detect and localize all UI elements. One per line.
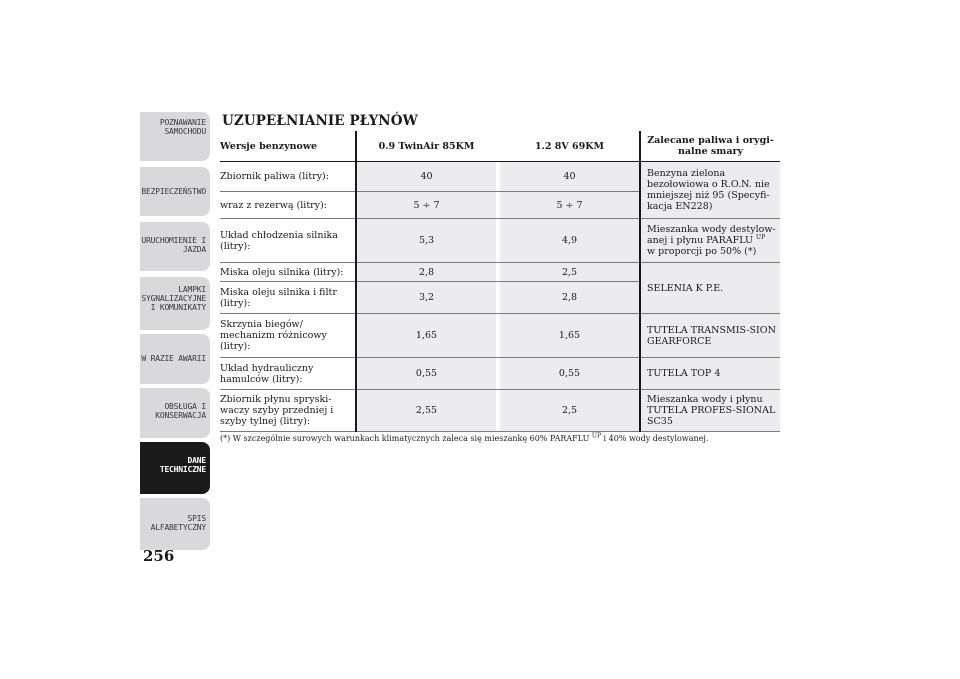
table-row [220, 358, 780, 390]
row-label: Zbiornik paliwa (litry): [220, 162, 355, 192]
header-engine-1: 0.9 TwinAir 85KM [357, 131, 496, 162]
tab-lampki-sygnalizacyjne[interactable]: LAMPKI SYGNALIZACYJNE I KOMUNIKATY [140, 277, 210, 330]
row-value-engine-2: 1,65 [500, 314, 639, 358]
tab-spis-alfabetyczny[interactable]: SPIS ALFABETYCZNY [140, 498, 210, 550]
tab-obsluga-i-konserwacja[interactable]: OBSŁUGA I KONSERWACJA [140, 388, 210, 438]
header-versions: Wersje benzynowe [220, 131, 355, 162]
fluids-table [220, 131, 780, 432]
row-value-engine-1: 1,65 [357, 314, 496, 358]
row-value-engine-1: 40 [357, 162, 496, 192]
header-recommended: Zalecane paliwa i orygi-nalne smary [641, 131, 780, 162]
recommendation-washer: Mieszanka wody i płynu TUTELA PROFES-SIONAL SC35 [641, 390, 780, 432]
row-value-engine-1: 5 ÷ 7 [357, 192, 496, 219]
page-title: UZUPEŁNIANIE PŁYNÓW [222, 113, 418, 129]
table-row [220, 314, 780, 358]
row-value-engine-2: 5 ÷ 7 [500, 192, 639, 219]
row-value-engine-1: 5,3 [357, 219, 496, 263]
row-label: Układ hydrauliczny hamulców (litry): [220, 358, 355, 390]
table-header-row [220, 131, 780, 162]
recommendation-coolant: Mieszanka wody destylow-anej i płynu PARAFLU $^{UP}$ w proporcji po 50% (*) [641, 219, 780, 263]
recommendation-brake: TUTELA TOP 4 [641, 358, 780, 390]
row-value-engine-1: 0,55 [357, 358, 496, 390]
tab-uruchomienie-i-jazda[interactable]: URUCHOMIENIE I JAZDA [140, 222, 210, 271]
row-label: wraz z rezerwą (litry): [220, 192, 355, 219]
row-label: Zbiornik płynu spryski-waczy szyby przedniej i szyby tylnej (litry): [220, 390, 355, 432]
row-value-engine-1: 2,55 [357, 390, 496, 432]
table-row [220, 263, 780, 282]
row-label: Miska oleju silnika i filtr (litry): [220, 282, 355, 314]
table-row [220, 390, 780, 432]
tab-dane-techniczne[interactable]: DANE TECHNICZNE [140, 442, 210, 494]
tab-poznawanie-samochodu[interactable]: POZNAWANIE SAMOCHODU [140, 112, 210, 161]
row-value-engine-2: 2,5 [500, 263, 639, 282]
row-value-engine-2: 2,8 [500, 282, 639, 314]
row-value-engine-2: 2,5 [500, 390, 639, 432]
row-value-engine-2: 0,55 [500, 358, 639, 390]
row-value-engine-1: 3,2 [357, 282, 496, 314]
row-label: Skrzynia biegów/ mechanizm różnicowy (litry): [220, 314, 355, 358]
row-value-engine-1: 2,8 [357, 263, 496, 282]
table-row [220, 162, 780, 192]
row-label: Układ chłodzenia silnika (litry): [220, 219, 355, 263]
row-label: Miska oleju silnika (litry): [220, 263, 355, 282]
tab-bezpieczenstwo[interactable]: BEZPIECZEŃSTWO [140, 167, 210, 216]
tab-w-razie-awarii[interactable]: W RAZIE AWARII [140, 334, 210, 384]
recommendation-engine-oil: SELENIA K P.E. [641, 263, 780, 314]
table-row [220, 219, 780, 263]
header-engine-2: 1.2 8V 69KM [500, 131, 639, 162]
recommendation-gearbox: TUTELA TRANSMIS-SION GEARFORCE [641, 314, 780, 358]
fluids-table-wrapper [220, 131, 780, 432]
footnote: (*) W szczególnie surowych warunkach klimatycznych zaleca się mieszankę 60% PARAFLU $^{UP}$ i 40% wody destylowanej. [220, 432, 709, 443]
row-value-engine-2: 4,9 [500, 219, 639, 263]
row-value-engine-2: 40 [500, 162, 639, 192]
page-number: 256 [143, 547, 175, 565]
recommendation-fuel: Benzyna zielona bezołowiowa o R.O.N. nie mniejszej niż 95 (Specyfi-kacja EN228) [641, 162, 780, 219]
